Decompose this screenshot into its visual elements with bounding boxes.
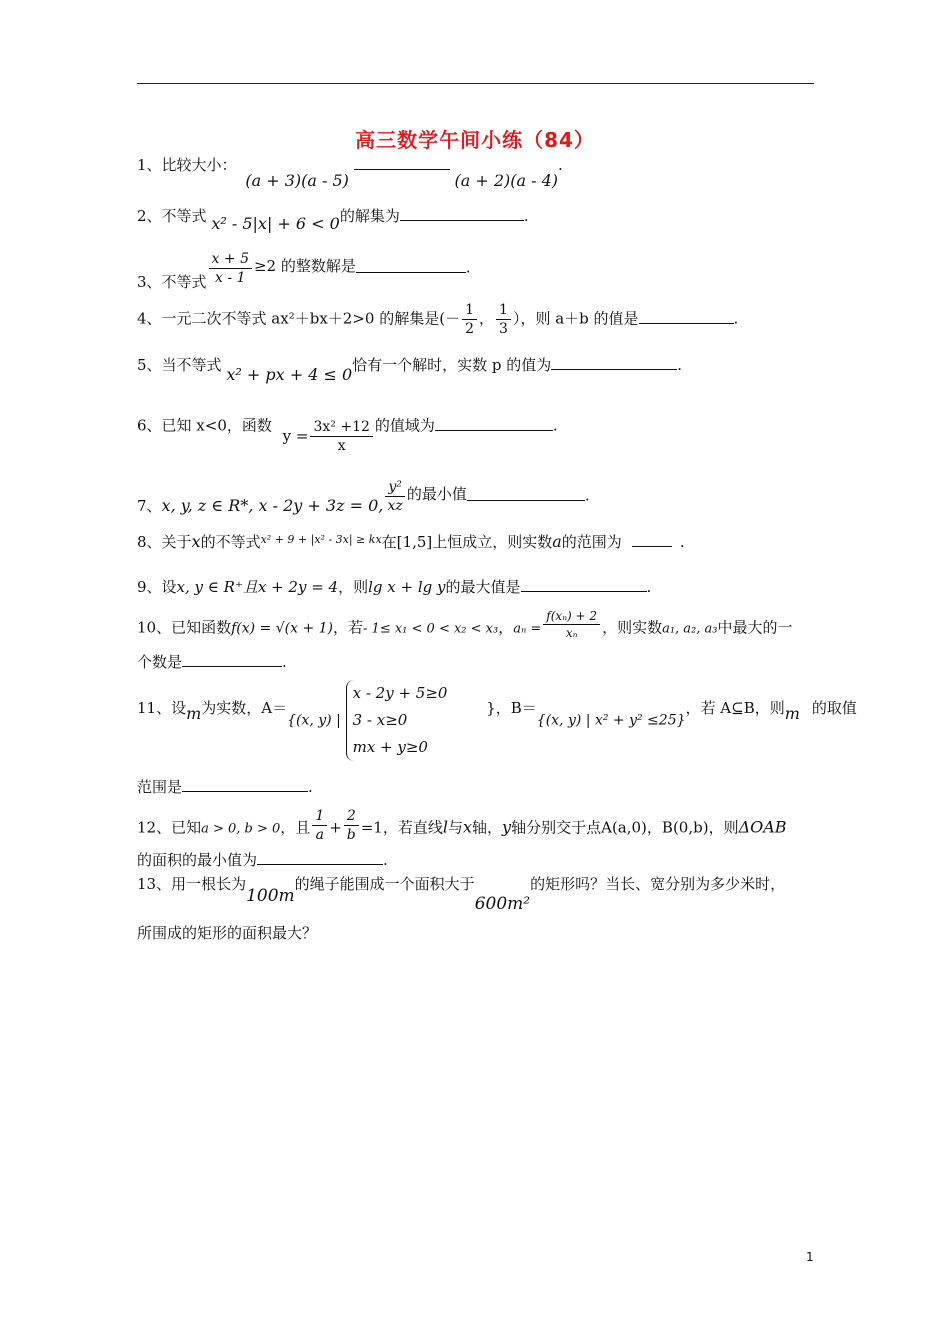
- fraction: $\frac{x + 5}{x - 1}$: [209, 252, 252, 285]
- question-8: 8、关于x的不等式$^{x^2 + 9 + |x^2 - 3x| \ge kx}$在[1,5]上恒成立，则实数a的范围为 .: [137, 532, 685, 551]
- fraction: $\frac{\text{3x² +12}}{x}$: [310, 420, 372, 453]
- question-13-line-1: 13、用一根长为100m的绳子能围成一个面积大于600m²的矩形吗？当长、宽分别为多少米时，: [137, 875, 786, 914]
- question-1: 1、比较大小： (a + 3)(a - 5) (a + 2)(a - 4).: [137, 156, 563, 190]
- question-2: 2、不等式 x² - 5|x| + 6 < 0的解集为 .: [137, 207, 529, 233]
- page-number: 1: [806, 1250, 814, 1264]
- inequality-system: x - 2y + 5≥0 3 - x≥0 mx + y≥0: [346, 680, 448, 761]
- question-12-line-1: 12、已知a > 0, b > 0，且 $\frac{1}{a}$ + $\frac{2}{b}$ =1，若直线l与x轴，y轴分别交于点A(a,0)，B(0,b)，则ΔOAB: [137, 808, 787, 843]
- fraction: $\frac{1}{3}$: [496, 303, 511, 336]
- answer-blank-1[interactable]: [354, 155, 450, 170]
- question-11-line-2: 范围是 .: [137, 778, 313, 796]
- answer-blank-3[interactable]: [356, 258, 466, 273]
- answer-blank-8[interactable]: [632, 532, 672, 547]
- fraction: $\frac{2}{b}$: [344, 809, 359, 842]
- header-rule: [137, 83, 814, 84]
- question-3: 3、不等式 $\frac{x + 5}{x - 1}$ ≥2 的整数解是 .: [137, 251, 471, 291]
- fraction: $\frac{\text{y²}}{xz}$: [385, 480, 405, 513]
- question-12-line-2: 的面积的最小值为 .: [137, 851, 388, 869]
- question-6: 6、已知 x<0，函数 y = $\frac{\text{3x² +12}}{x}$ 的值域为 .: [137, 416, 558, 454]
- answer-blank-9[interactable]: [521, 577, 647, 592]
- question-13-line-2: 所围成的矩形的面积最大？: [137, 924, 318, 942]
- answer-blank-5[interactable]: [551, 355, 677, 370]
- answer-blank-4[interactable]: [639, 309, 734, 324]
- question-10-line-1: 10、已知函数f(x) = √(x + 1)，若- 1≤ x₁ < 0 < x₂ < x₃，aₙ = $\frac{\text{f(xₙ) + 2}}{\text{xₙ}}$ ，则实数a₁, a₂, a₃中最大的一: [137, 609, 793, 640]
- answer-blank-12[interactable]: [257, 850, 383, 865]
- question-11-line-1: 11、设m为实数，A＝{(x, y) | x - 2y + 5≥0 3 - x≥0 mx + y≥0 }，B＝{(x, y) | x² + y² ≤25}，若 A⊆B，则m 的取值: [137, 680, 857, 761]
- answer-blank-10[interactable]: [182, 652, 282, 667]
- question-10-line-2: 个数是 .: [137, 653, 287, 671]
- answer-blank-2[interactable]: [400, 206, 524, 221]
- answer-blank-6[interactable]: [435, 416, 553, 431]
- fraction: $\frac{1}{2}$: [462, 303, 477, 336]
- answer-blank-11[interactable]: [182, 777, 308, 792]
- fraction: $\frac{1}{a}$: [312, 809, 327, 842]
- question-4: 4、一元二次不等式 ax²＋bx＋2>0 的解集是(－ $\frac{1}{2}$ ， $\frac{1}{3}$ ），则 a＋b 的值是 .: [137, 302, 739, 337]
- question-9: 9、设x, y ∈ R⁺且x + 2y = 4，则lg x + lg y的最大值是 .: [137, 578, 652, 596]
- answer-blank-7[interactable]: [467, 486, 585, 501]
- question-7: 7、x, y, z ∈ R*, x - 2y + 3z = 0, $\frac{\text{y²}}{xz}$ 的最小值 .: [137, 479, 590, 515]
- fraction: $\frac{\text{f(xₙ) + 2}}{\text{xₙ}}$: [543, 610, 600, 639]
- page-title: 高三数学午间小练（84）: [355, 128, 595, 152]
- question-5: 5、当不等式 x² + px + 4 ≤ 0恰有一个解时，实数 p 的值为 .: [137, 356, 683, 384]
